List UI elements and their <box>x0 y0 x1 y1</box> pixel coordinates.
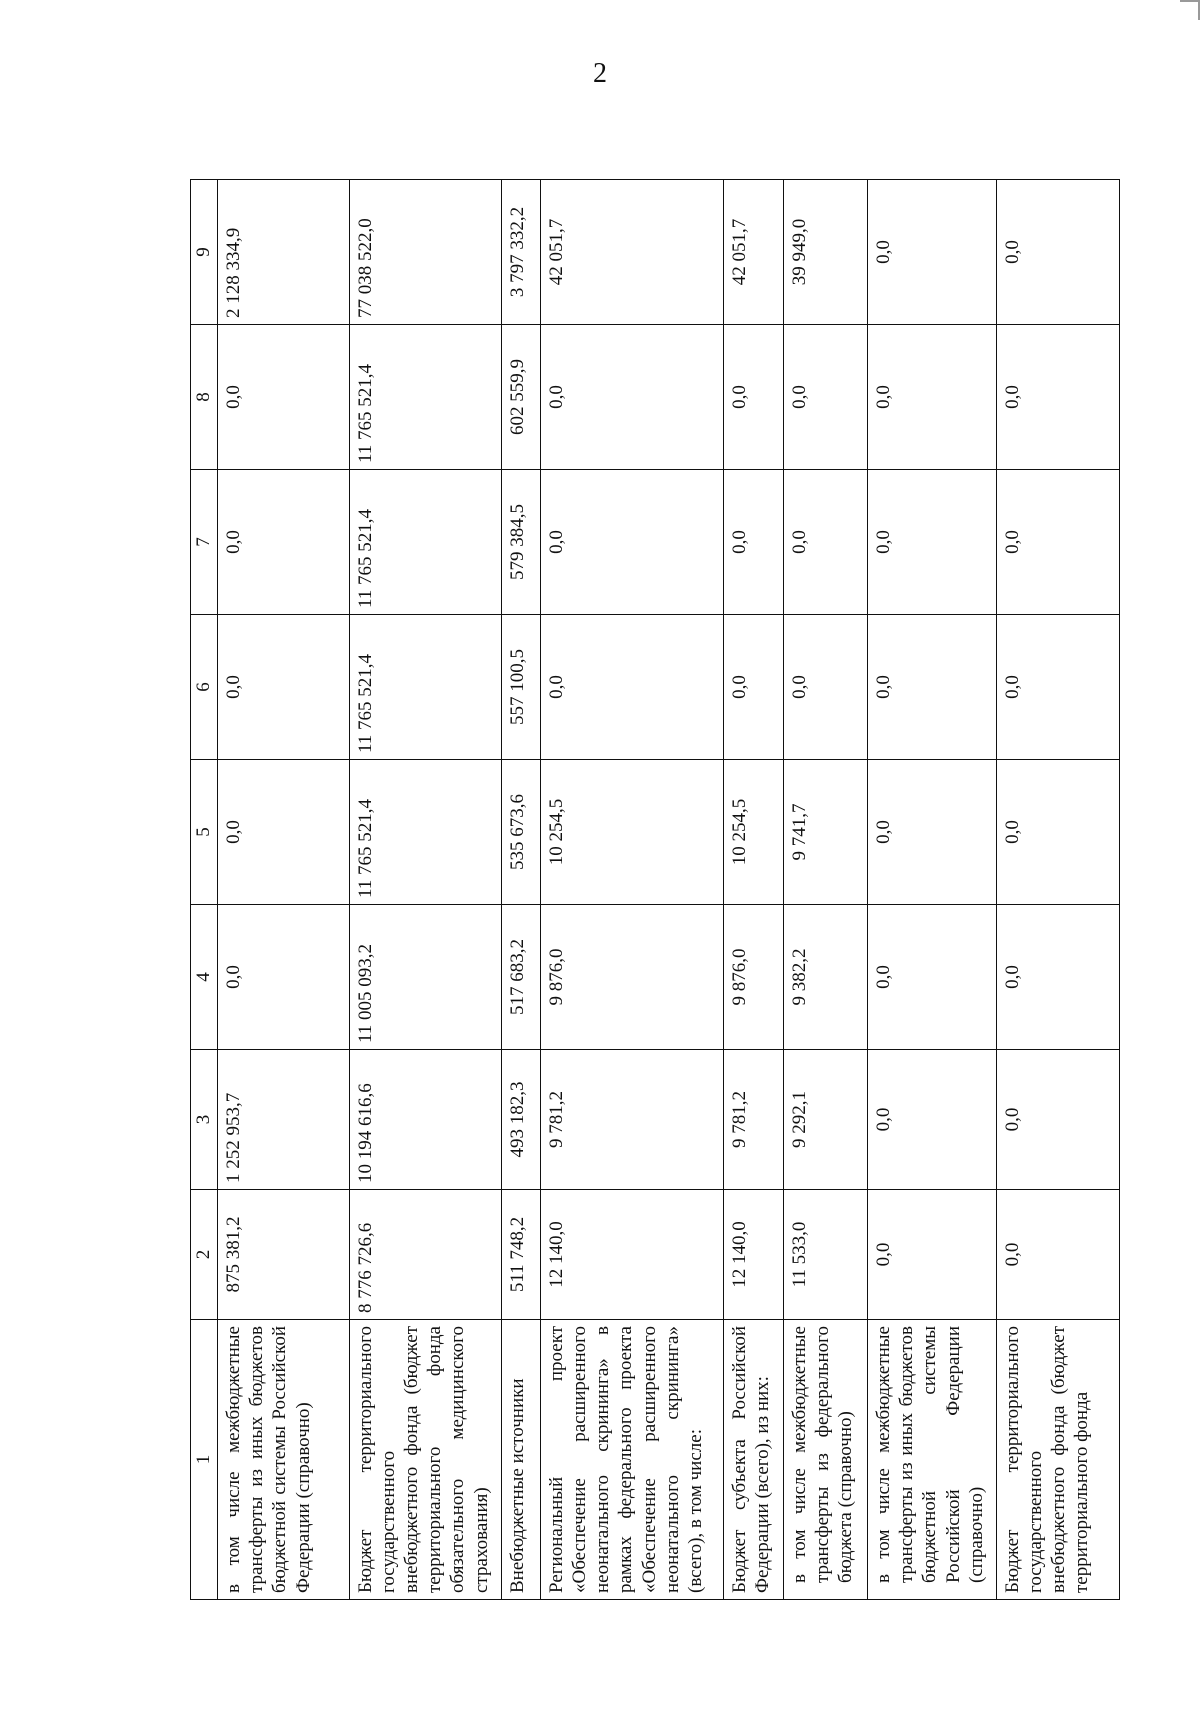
value-cell: 10 194 616,6 <box>349 1050 501 1190</box>
value-cell: 493 182,3 <box>501 1050 540 1190</box>
value-cell: 0,0 <box>218 760 350 905</box>
value-cell: 12 140,0 <box>540 1190 723 1320</box>
value-cell: 11 765 521,4 <box>349 470 501 615</box>
value-cell: 0,0 <box>996 180 1119 325</box>
value-cell: 9 292,1 <box>783 1050 867 1190</box>
value-cell: 0,0 <box>996 905 1119 1050</box>
rotated-table-container <box>190 180 1120 1600</box>
value-cell: 2 128 334,9 <box>218 180 350 325</box>
value-cell: 0,0 <box>724 470 784 615</box>
value-cell: 0,0 <box>867 615 996 760</box>
table-row <box>349 180 501 1600</box>
value-cell: 0,0 <box>783 325 867 470</box>
header-cell: 7 <box>191 470 218 615</box>
value-cell: 0,0 <box>540 470 723 615</box>
value-cell: 8 776 726,6 <box>349 1190 501 1320</box>
row-label: в том числе межбюджетные трансферты из федерального бюджета (справочно) <box>783 1320 867 1600</box>
row-label: Бюджет территориального государственного внебюджетного фонда (бюджет территориального фонда <box>996 1320 1119 1600</box>
value-cell: 0,0 <box>867 905 996 1050</box>
value-cell: 0,0 <box>218 325 350 470</box>
value-cell: 9 741,7 <box>783 760 867 905</box>
value-cell: 579 384,5 <box>501 470 540 615</box>
value-cell: 0,0 <box>724 615 784 760</box>
value-cell: 11 765 521,4 <box>349 615 501 760</box>
header-cell: 2 <box>191 1190 218 1320</box>
header-cell: 5 <box>191 760 218 905</box>
row-label: Бюджет субъекта Российской Федерации (всего), из них: <box>724 1320 784 1600</box>
header-cell: 8 <box>191 325 218 470</box>
value-cell: 0,0 <box>783 615 867 760</box>
table-row <box>724 180 784 1600</box>
scan-corner-mark <box>1180 0 1200 20</box>
value-cell: 0,0 <box>218 470 350 615</box>
budget-table <box>190 179 1120 1600</box>
table-row <box>996 180 1119 1600</box>
value-cell: 0,0 <box>783 470 867 615</box>
row-label: Региональный проект «Обеспечение расширенного неонатального скрининга» в рамках федерального проекта «Обеспечение расширенного неонатального скрининга» (всего), в том числе: <box>540 1320 723 1600</box>
value-cell: 875 381,2 <box>218 1190 350 1320</box>
value-cell: 0,0 <box>867 470 996 615</box>
value-cell: 9 781,2 <box>540 1050 723 1190</box>
value-cell: 0,0 <box>996 1050 1119 1190</box>
value-cell: 12 140,0 <box>724 1190 784 1320</box>
value-cell: 1 252 953,7 <box>218 1050 350 1190</box>
value-cell: 0,0 <box>996 325 1119 470</box>
row-label: Внебюджетные источники <box>501 1320 540 1600</box>
value-cell: 0,0 <box>218 615 350 760</box>
table-row <box>218 180 350 1600</box>
value-cell: 0,0 <box>867 1190 996 1320</box>
table-row <box>867 180 996 1600</box>
value-cell: 42 051,7 <box>540 180 723 325</box>
value-cell: 9 876,0 <box>540 905 723 1050</box>
value-cell: 9 382,2 <box>783 905 867 1050</box>
value-cell: 0,0 <box>996 1190 1119 1320</box>
value-cell: 10 254,5 <box>724 760 784 905</box>
header-cell: 6 <box>191 615 218 760</box>
value-cell: 11 765 521,4 <box>349 325 501 470</box>
row-label: в том числе межбюджетные трансферты из иных бюджетов бюджетной системы Российской Федерации (справочно) <box>218 1320 350 1600</box>
table-row <box>501 180 540 1600</box>
table-row <box>783 180 867 1600</box>
value-cell: 0,0 <box>867 325 996 470</box>
value-cell: 517 683,2 <box>501 905 540 1050</box>
value-cell: 9 876,0 <box>724 905 784 1050</box>
value-cell: 0,0 <box>867 180 996 325</box>
header-cell: 3 <box>191 1050 218 1190</box>
value-cell: 39 949,0 <box>783 180 867 325</box>
page-number: 2 <box>593 58 607 89</box>
header-row <box>191 180 218 1600</box>
value-cell: 77 038 522,0 <box>349 180 501 325</box>
value-cell: 9 781,2 <box>724 1050 784 1190</box>
value-cell: 11 005 093,2 <box>349 905 501 1050</box>
value-cell: 0,0 <box>996 760 1119 905</box>
value-cell: 10 254,5 <box>540 760 723 905</box>
value-cell: 557 100,5 <box>501 615 540 760</box>
table-row <box>540 180 723 1600</box>
value-cell: 0,0 <box>540 615 723 760</box>
value-cell: 0,0 <box>996 615 1119 760</box>
value-cell: 0,0 <box>724 325 784 470</box>
value-cell: 0,0 <box>996 470 1119 615</box>
header-cell: 9 <box>191 180 218 325</box>
value-cell: 535 673,6 <box>501 760 540 905</box>
value-cell: 602 559,9 <box>501 325 540 470</box>
header-cell: 4 <box>191 905 218 1050</box>
header-cell: 1 <box>191 1320 218 1600</box>
value-cell: 11 533,0 <box>783 1190 867 1320</box>
value-cell: 0,0 <box>540 325 723 470</box>
row-label: Бюджет территориального государственного внебюджетного фонда (бюджет территориального фонда обязательного медицинского страхования) <box>349 1320 501 1600</box>
row-label: в том числе межбюджетные трансферты из иных бюджетов бюджетной системы Российской Федерации (справочно) <box>867 1320 996 1600</box>
value-cell: 0,0 <box>867 1050 996 1190</box>
value-cell: 3 797 332,2 <box>501 180 540 325</box>
value-cell: 42 051,7 <box>724 180 784 325</box>
value-cell: 0,0 <box>218 905 350 1050</box>
value-cell: 0,0 <box>867 760 996 905</box>
value-cell: 11 765 521,4 <box>349 760 501 905</box>
value-cell: 511 748,2 <box>501 1190 540 1320</box>
